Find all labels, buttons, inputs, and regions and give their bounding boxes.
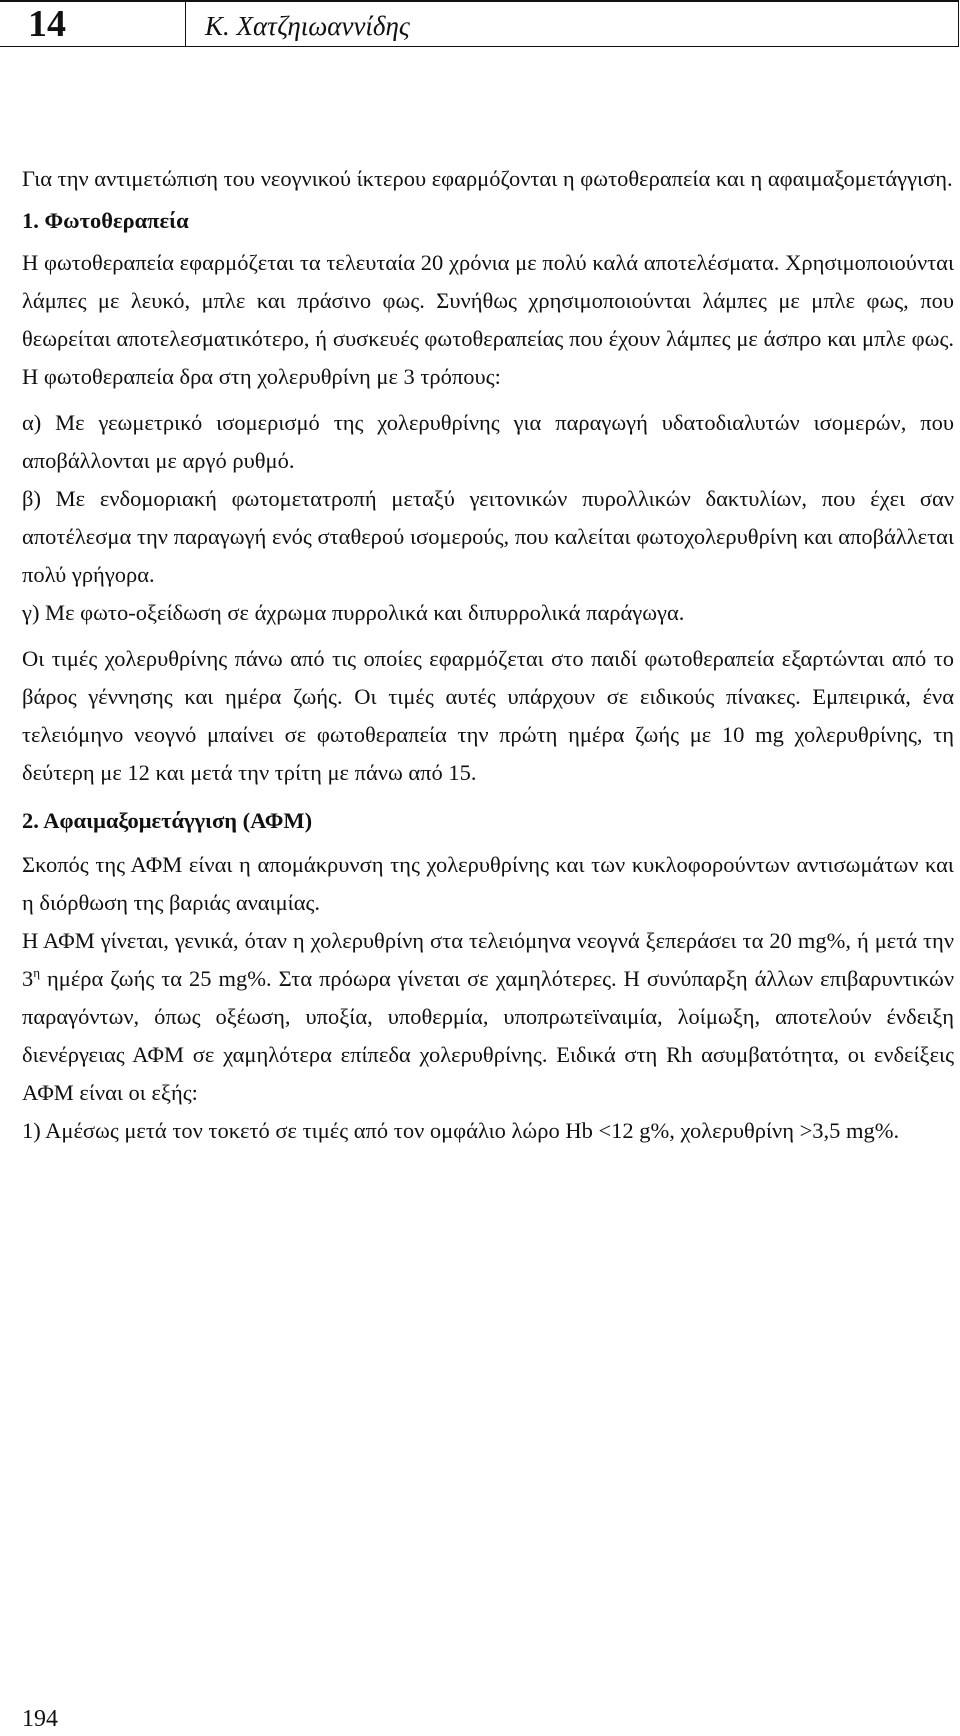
- section-heading-exchange-transfusion: 2. Αφαιμαξομετάγγιση (ΑΦΜ): [22, 808, 313, 833]
- mechanism-item-c: γ) Με φωτο-οξείδωση σε άχρωμα πυρρολικά και διπυρρολικά παράγωγα.: [22, 600, 685, 625]
- footer-page-number: 194: [22, 1706, 58, 1732]
- criteria-text-part1: Η ΑΦΜ γίνεται, γενικά, όταν η χολερυθρίνη στα τελειόμηνα νεογνά ξεπεράσει τα 20 mg%, ή μετά την 3: [22, 928, 954, 991]
- criteria-text-part2: ημέρα ζωής τα 25 mg%. Στα πρόωρα γίνεται σε χαμηλότερες. Η συνύπαρξη άλλων επιβαρυντικών παραγόντων, όπως οξέωση, υποξία, υποθερμία, υποπρωτεϊναιμία, λοίμωξη, αποτελούν ένδειξη διενέργειας ΑΦΜ σε χαμηλότερα επίπεδα χολερυθρίνης. Ειδικά στη Rh ασυμβατότητα, οι ενδείξεις ΑΦΜ είναι οι εξής:: [22, 966, 954, 1105]
- header-divider: [185, 2, 186, 46]
- mechanism-item-b: β) Με ενδομοριακή φωτομετατροπή μεταξύ γειτονικών πυρολλικών δακτυλίων, που έχει σαν αποτέλεσμα την παραγωγή ενός σταθερού ισομερούς, που καλείται φωτοχολερυθρίνη και αποβάλλεται πολύ γρήγορα.: [22, 486, 954, 587]
- mechanism-item-a: α) Με γεωμετρικό ισομερισμό της χολερυθρίνης για παραγωγή υδατοδιαλυτών ισομερών, που αποβάλλονται με αργό ρυθμό.: [22, 410, 954, 473]
- criteria-paragraph: [22, 922, 954, 1112]
- intro-paragraph: Για την αντιμετώπιση του νεογνικού ίκτερου εφαρμόζονται η φωτοθεραπεία και η αφαιμαξομετάγγιση.: [22, 166, 953, 191]
- main-text: [22, 160, 954, 1150]
- ordinal-superscript: η: [33, 965, 41, 980]
- header-author: Κ. Χατζηιωαννίδης: [205, 11, 410, 41]
- running-header: [0, 0, 959, 47]
- header-page-number: 14: [28, 3, 66, 45]
- phototherapy-paragraph: Η φωτοθεραπεία εφαρμόζεται τα τελευταία 20 χρόνια με πολύ καλά αποτελέσματα. Χρησιμοποιούνται λάμπες με λευκό, μπλε και πράσινο φως. Συνήθως χρησιμοποιούνται λάμπες με μπλε φως, που θεωρείται αποτελεσματικότερο, ή συσκευές φωτοθεραπείας που έχουν λάμπες με άσπρο και μπλε φως. Η φωτοθεραπεία δρα στη χολερυθρίνη με 3 τρόπους:: [22, 250, 954, 389]
- bilirubin-values-paragraph: Οι τιμές χολερυθρίνης πάνω από τις οποίες εφαρμόζεται στο παιδί φωτοθεραπεία εξαρτώνται από το βάρος γέννησης και ημέρα ζωής. Οι τιμές αυτές υπάρχουν σε ειδικούς πίνακες. Εμπειρικά, ένα τελειόμηνο νεογνό μπαίνει σε φωτοθεραπεία την πρώτη ημέρα ζωής με 10 mg χολερυθρίνης, τη δεύτερη με 12 και μετά την τρίτη με πάνω από 15.: [22, 646, 954, 785]
- indication-item-1: 1) Αμέσως μετά τον τοκετό σε τιμές από τον ομφάλιο λώρο Hb <12 g%, χολερυθρίνη >3,5 mg%.: [22, 1118, 900, 1143]
- purpose-paragraph: Σκοπός της ΑΦΜ είναι η απομάκρυνση της χολερυθρίνης και των κυκλοφορούντων αντισωμάτων και η διόρθωση της βαριάς αναιμίας.: [22, 852, 954, 915]
- section-heading-phototherapy: 1. Φωτοθεραπεία: [22, 208, 189, 233]
